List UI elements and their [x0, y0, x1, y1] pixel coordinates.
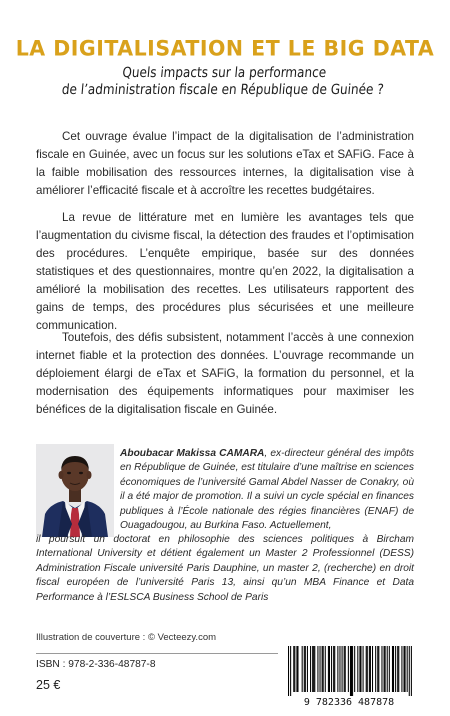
barcode-bar	[363, 646, 364, 692]
barcode-bar	[375, 646, 376, 692]
barcode-bar	[370, 646, 371, 692]
barcode-bar	[395, 646, 396, 692]
barcode-bar	[359, 646, 360, 692]
barcode-bar	[329, 646, 330, 692]
author-bio-part-1: , ex-directeur général des impôts en République de Guinée, est titulaire d’une maîtrise en sciences économiques de l’université Gamal Abdel Nasser de Conakry, où il a été major de promotion. Il a suivi un cycle spécial en finances publiques à l’École nationale des régies financières (ENAF) de Ouagadougou, au Burkina Faso. Actuellement,	[120, 448, 414, 532]
barcode-bar	[397, 646, 398, 692]
barcode-bar	[294, 646, 295, 692]
barcode-bar	[337, 646, 338, 692]
barcode-bar	[360, 646, 361, 692]
barcode-bar	[389, 646, 390, 692]
barcode-bar	[350, 646, 351, 696]
barcode-bar	[377, 646, 378, 692]
barcode-bar	[317, 646, 318, 692]
barcode-bar	[302, 646, 303, 692]
barcode-bar	[405, 646, 406, 692]
barcode-bar	[398, 646, 399, 692]
barcode-bar	[381, 646, 382, 692]
barcode-bar	[307, 646, 308, 692]
barcode-bar	[372, 646, 373, 692]
book-title: LA DIGITALISATION ET LE BIG DATA	[15, 35, 435, 61]
barcode-number: 9 782336 487878	[303, 697, 395, 708]
barcode-bar	[344, 646, 345, 692]
barcode-bar	[333, 646, 334, 692]
barcode-bar	[384, 646, 385, 692]
barcode-bar	[322, 646, 323, 692]
barcode-bar	[385, 646, 386, 692]
barcode-bar	[339, 646, 340, 692]
barcode-bar	[296, 646, 297, 692]
barcode-bar	[342, 646, 343, 692]
barcode-bar	[401, 646, 402, 692]
barcode-bar	[288, 646, 289, 696]
barcode-bar	[387, 646, 388, 692]
barcode-bar	[345, 646, 346, 692]
summary-paragraph-2: La revue de littérature met en lumière les avantages tels que l’augmentation du civisme fiscal, la détection des fraudes et l’optimisation des procédures. L’enquête empirique, basée sur des données statistiques et des questionnaires, montre qu’en 2022, la digitalisation a amélioré la mobilisation des recettes. Les utilisateurs rapportent des gains de temps, des procédures plus sécurisées et une meilleure communication.	[36, 211, 414, 332]
barcode-bar	[314, 646, 315, 692]
book-subtitle	[28, 65, 418, 99]
summary-paragraph-3: Toutefois, des défis subsistent, notamment l’accès à une connexion internet fiable et la protection des données. L’ouvrage recommande un déploiement élargi de eTax et SAFiG, la formation du personnel, et la modernisation des équipements informatiques pour maximiser les bénéfices de la digitalisation fiscale en Guinée.	[36, 331, 414, 416]
barcode-bar	[320, 646, 321, 692]
barcode-bar	[348, 646, 349, 692]
summary-paragraph-1: Cet ouvrage évalue l’impact de la digitalisation de l’administration fiscale en Guinée, avec un focus sur les solutions eTax et SAFiG. Face à la faible mobilisation des ressources internes, la digitalisation vise à améliorer l’efficacité fiscale et à accroître les recettes budgétaires.	[36, 130, 414, 197]
barcode-bar	[369, 646, 370, 692]
author-photo	[36, 444, 114, 537]
barcode-bar	[352, 646, 353, 696]
barcode-bar	[304, 646, 305, 692]
price: 25 €	[36, 678, 61, 692]
cover-credit: Illustration de couverture : © Vecteezy.com	[36, 632, 217, 643]
subtitle-line-2: de l’administration fiscale en République de Guinée ?	[61, 82, 385, 98]
barcode-bar	[392, 646, 393, 692]
barcode-bar	[313, 646, 314, 692]
author-bio-intro	[120, 447, 414, 533]
barcode-bar	[290, 646, 291, 696]
barcode-bar	[323, 646, 324, 692]
barcode-bar	[409, 646, 410, 696]
barcode-bar	[407, 646, 408, 692]
barcode-bar	[297, 646, 298, 692]
barcode-bar	[378, 646, 379, 692]
barcode-bar	[366, 646, 367, 692]
barcode-bar	[334, 646, 335, 692]
barcode-bar	[393, 646, 394, 692]
barcode-bar	[331, 646, 332, 692]
barcode-bar	[354, 646, 355, 692]
barcode-bar	[411, 646, 412, 696]
barcode-bar	[325, 646, 326, 692]
barcode	[278, 644, 420, 708]
barcode-bar	[367, 646, 368, 692]
barcode-bar	[293, 646, 294, 692]
barcode-bar	[351, 646, 352, 696]
barcode-bar	[310, 646, 311, 692]
subtitle-line-1: Quels impacts sur la performance	[121, 65, 327, 81]
author-bio-continued: il poursuit un doctorat en philosophie des sciences politiques à Bircham International University et détient également un Master 2 Professionnel (DESS) Administration Fiscale université Paris Dauphine, un master 2, (recherche) en droit fiscal européen de l’université Paris 13, ainsi qu’un MBA Finance et Data Performance à l’ESLSCA Business School de Paris	[36, 534, 414, 603]
barcode-bar	[328, 646, 329, 692]
barcode-bar	[312, 646, 313, 692]
barcode-bar	[404, 646, 405, 692]
barcode-bar	[357, 646, 358, 692]
isbn: ISBN : 978-2-336-48787-8	[36, 659, 156, 670]
author-name: Aboubacar Makissa CAMARA	[120, 448, 265, 459]
barcode-bar	[305, 646, 306, 692]
